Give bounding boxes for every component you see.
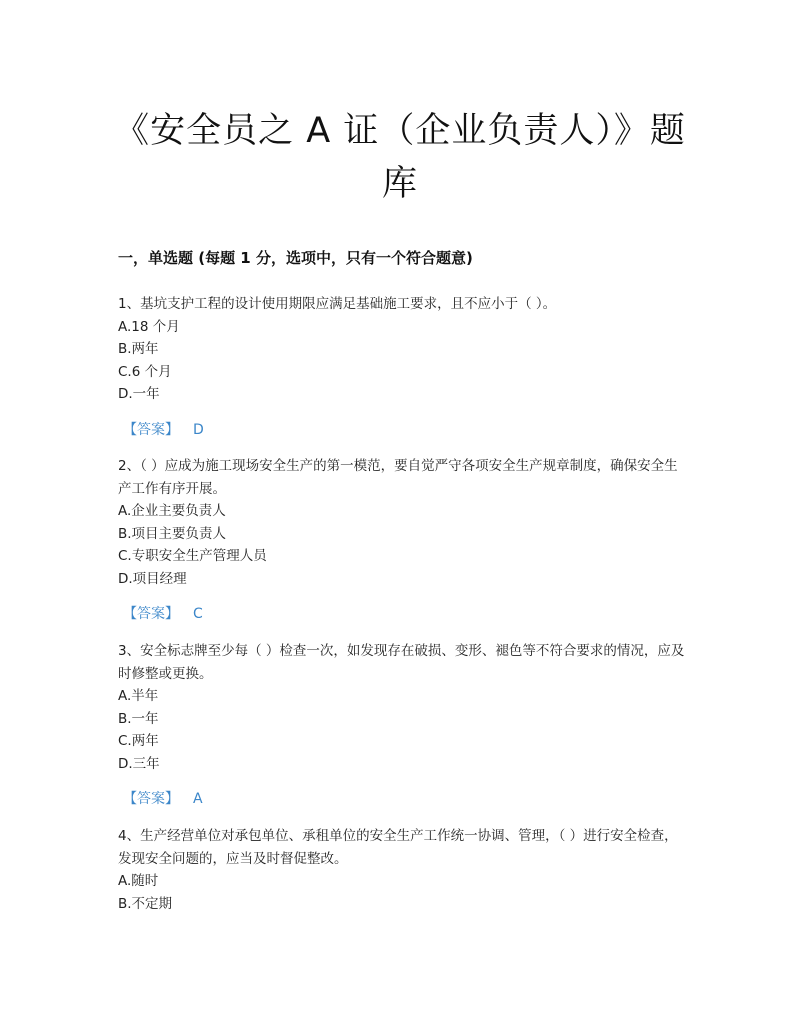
option-a: A.半年 (118, 688, 159, 704)
answer-label: 【答案】 (123, 606, 179, 622)
question-stem: 3、安全标志牌至少每（ ）检查一次，如发现存在破损、变形、褪色等不符合要求的情况，应及时修整或更换。 (118, 643, 685, 682)
option-b: B.项目主要负责人 (118, 525, 227, 542)
answer-label: 【答案】 (123, 791, 179, 807)
question-stem: 1、基坑支护工程的设计使用期限应满足基础施工要求，且不应小于（ ）。 (118, 296, 557, 312)
answer-value: C (193, 606, 203, 622)
question-1 (118, 293, 688, 441)
question-4 (118, 825, 688, 915)
question-stem: 4、生产经营单位对承包单位、承租单位的安全生产工作统一协调、管理，（ ）进行安全检查，发现安全问题的，应当及时督促整改。 (118, 828, 678, 867)
answer-label: 【答案】 (123, 421, 179, 438)
question-3 (118, 640, 688, 810)
option-a: A.企业主要负责人 (118, 503, 226, 519)
question-stem: 2、（ ）应成为施工现场安全生产的第一模范，要自觉严守各项安全生产规章制度，确保安全生产工作有序开展。 (118, 458, 678, 497)
answer-line (118, 419, 688, 441)
option-d: D.三年 (118, 755, 160, 772)
question-2 (118, 455, 688, 625)
option-d: D.一年 (118, 386, 160, 402)
answer-value: D (193, 421, 204, 438)
answer-value: A (193, 791, 203, 807)
option-b: B.不定期 (118, 895, 173, 912)
option-c: C.两年 (118, 733, 159, 749)
section-heading: 一，单选题 (每题 1 分，选项中，只有一个符合题意) (118, 249, 473, 267)
option-d: D.项目经理 (118, 570, 187, 587)
option-a: A.随时 (118, 873, 159, 889)
option-c: C.6 个月 (118, 363, 172, 380)
answer-line (118, 603, 688, 625)
document-title: 《安全员之 A 证（企业负责人）》题库 (114, 111, 686, 204)
option-b: B.两年 (118, 341, 159, 357)
option-a: A.18 个月 (118, 318, 180, 335)
answer-line (118, 788, 688, 810)
option-c: C.专职安全生产管理人员 (118, 548, 267, 564)
option-b: B.一年 (118, 710, 159, 727)
